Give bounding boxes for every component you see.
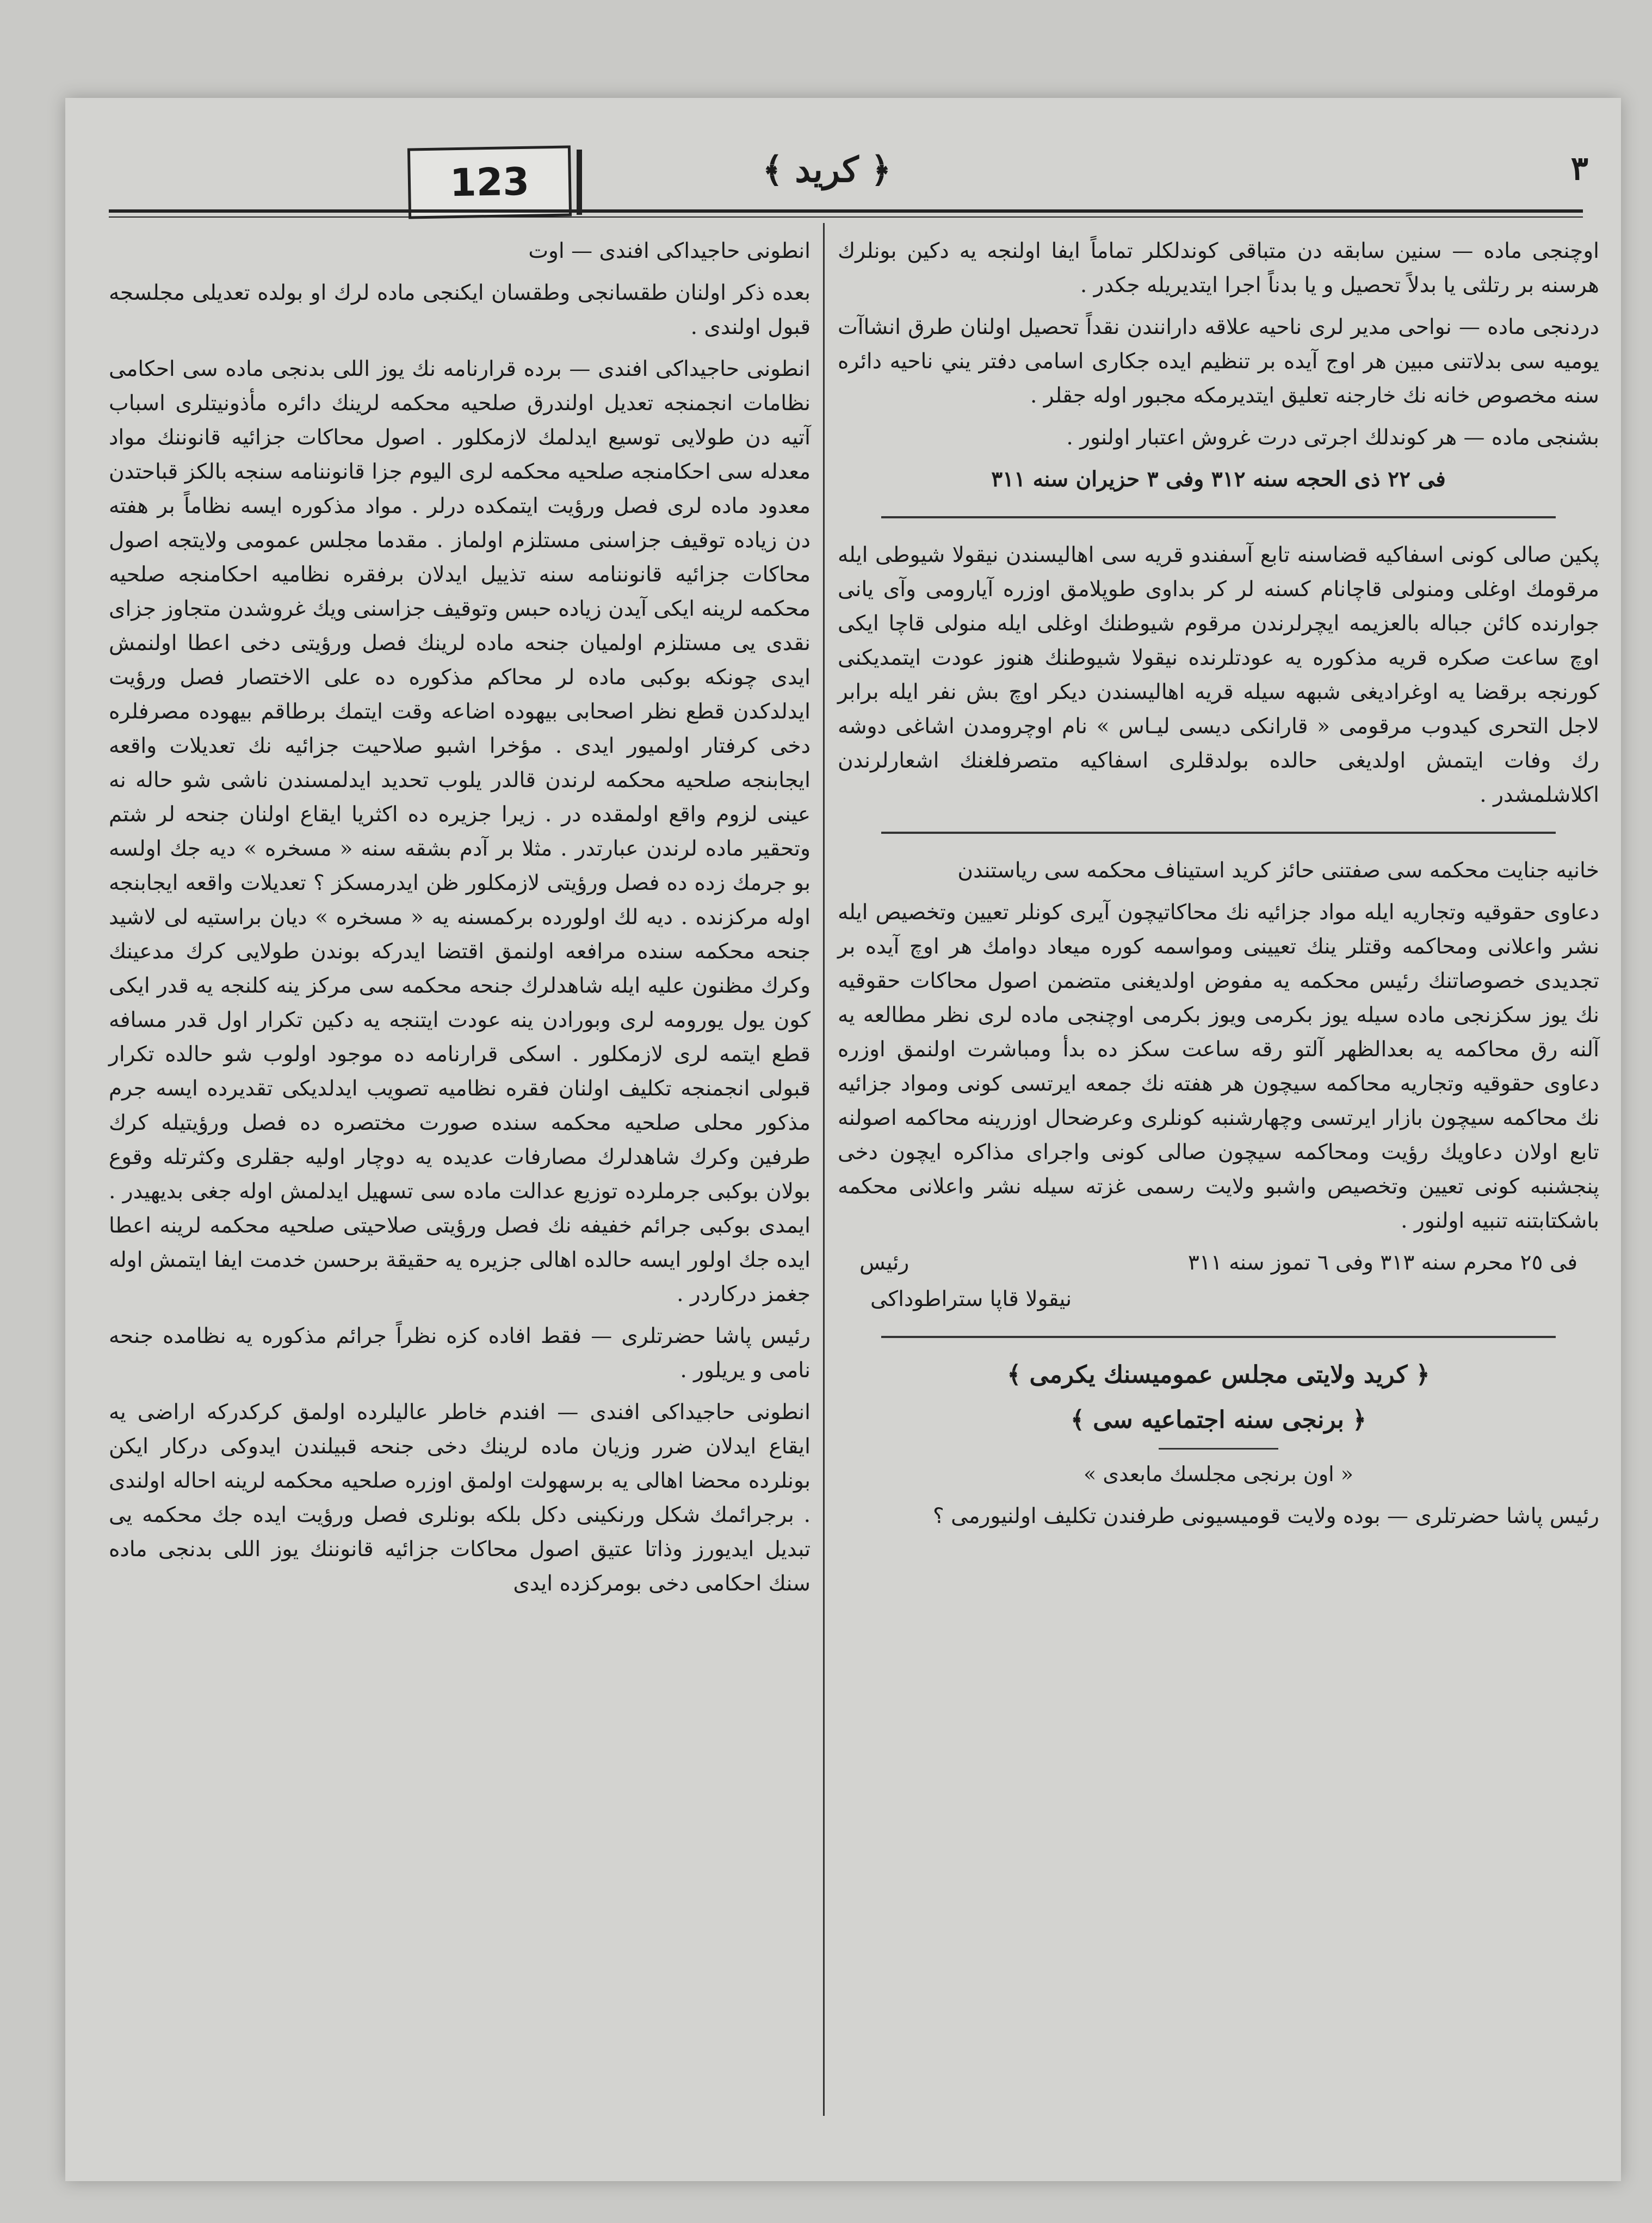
news-paragraph: پكين صالی كونی اسفاكيه قضاسنه تابع آسفندو قريه سی اهاليسندن نيقولا شيوطی ايله مرقومك اوغلی ومنولی قاچانام كسنه لر كر بداوی طوپلامق اوزره آيارومی وآی يانی جوارنده كائن جباله بالعزيمه ايچرلرندن مرقوم شيوطنك اوغلی ايله منولی قاچا ايكی اوچ ساعت صكره قريه مذكوره يه عودتلرنده نيقولا شيوطنك هنوز عودت ايتمديكنی كورنجه برقضا يه اوغراديغی شبهه سيله قريه اهاليسندن ديكر اوچ بش نفر ايله برابر لاجل التحری كيدوب مرقومی « قارانكی ديسی ليـاس » نام اوچرومدن اشاغی دوشه رك وفات ايتمش اولديغی حالده بولدقلری اسفاكيه متصرفلغنك اشعارلرندن اكلاشلمشدر . [838, 543, 1599, 807]
assembly-subheading: ﴿ برنجی سنه اجتماعيه سی ﴾ [1071, 1406, 1366, 1434]
assembly-heading: ﴿ كريد ولايتی مجلس عموميسنك يكرمی ﴾ [1007, 1361, 1430, 1389]
session-continuation-label: « اون برنجی مجلسك مابعدی » [1084, 1462, 1353, 1486]
article-paragraph: اوچنجی ماده — سنين سابقه دن متباقی كوندلكلر تماماً ايفا اولنجه يه دكين بونلرك هرسنه بر رتلثی يا بدلاً تحصيل و يا بدناً اجرا ايتديريله جكدر . [838, 239, 1599, 298]
dateline: فی ٢٢ ذی الحجه سنه ٣١٢ وفی ٣ حزيران سنه ٣١١ [991, 467, 1446, 492]
newspaper-page [65, 98, 1621, 2181]
article-paragraph: دردنجی ماده — نواحی مدير لری ناحيه علاقه دارانندن نقداً تحصيل اولنان طرق انشاآت يوميه سی بدلاتنی مبين هر اوج آيده بر تنظيم ايده جكاری اسامی دفتر يني ناحيه دائره سنه مخصوص خانه نك خارجنه تعليق ايتديرمكه مجبور اوله جقلر . [838, 315, 1599, 408]
article-paragraph: انطونی حاجيداكی افندی — افندم خاطر عاليلرده اولمق كركدركه اراضی يه ايقاع ايدلان ضرر وزيان ماده لرينك دخی جنحه قبيلندن ايدوكی دركار ايكن بونلرده محضا اهالی يه برسهولت اولمق اوزره صلحيه محكمه لرينه احاله اولندی . برجرائمك شكل ورنكينی دكل بلكه بونلری فصل ورؤيت ايده جك محكمه يی تبديل ايديورز وذاتا عتيق اصول محاكات جزائيه قانوننك يوز اللی بدنجی ماده سنك احكامی دخی بومركزده ايدی [109, 1400, 810, 1596]
article-paragraph: رئيس پاشا حضرتلری — فقط افاده كزه نظراً جرائم مذكوره يه نظامده جنحه نامی و يريلور . [109, 1324, 810, 1383]
header-rule [109, 209, 1583, 213]
section-separator [881, 516, 1556, 518]
section-separator [881, 1336, 1556, 1338]
masthead-title: ﴿ كريد ﴾ [762, 150, 892, 190]
signature-name: نيقولا قاپا ستراطوداكی [870, 1287, 1072, 1311]
header-rule-thin [109, 216, 1583, 218]
article-paragraph: انطونی حاجيداكی افندی — برده قرارنامه نك يوز اللی بدنجی ماده سی احكامی نظامات انجمنجه تعديل اولندرق صلحيه محكمه لرينك دائره مأذونيتلری اسباب آتيه دن طولايی توسيع ايدلمك لازمكلور . اصول محاكات جزائيه قانوننك مواد معدله سی احكامنجه صلحيه محكمه لری اليوم جزا قانوننامه سنجه بالكز قباحتدن معدود ماده لری فصل ورؤيت ايتمكده درلر . مواد مذكوره ايسه نظاماً بر هفته دن زياده توقيف جزاسنی مستلزم اولماز . مقدما مجلس عمومی ولايتجه اصول محاكات جزائيه قانوننامه سنه تذييل ايدلان برفقره نظاميه احكامنجه صلحيه محكمه لرينه ايكی آيدن زياده حبس وتوقيف جزاسنی ويك غروشدن متجاوز جزای نقدی يی مستلزم اولميان جنحه ماده لرينك فصل ورؤيتی دخی اعطا اولنمش ايدی چونكه بوكبی ماده لر محاكم مذكوره ده علی الاختصار فصل ورؤيت ايدلدكدن قطع نظر اصحابی بيهوده اضاعه وقت ايتمك برطاقم بيهوده مصرفلره دخی كرفتار اولميور ايدی . مؤخرا اشبو صلاحيت جزائيه نك تعديلات واقعه ايجابنجه صلحيه محكمه لرندن قالدر يلوب تحديد ايدلمسندن ناشی شو حاله نه عينی لزوم واقع اولمقده در . زيرا جزيره ده اكثريا ايقاع اولنان جنحه لر شتم وتحقير ماده لرندن عبارتدر . مثلا بر آدم بشقه سنه « مسخره » ديه جك اولسه بو جرمك زده ده فصل ورؤيتی لازمكلور ظن ايدرمسكز ؟ تعديلات واقعه ايجابنجه اوله مركزنده . ديه لك اولورده بركمسنه يه « مسخره » ديان براستيه لی لاشيد جنحه محكمه سنده مرافعه اولنمق اقتضا ايدركه بوندن طولايی كرك مدعينك وكرك مظنون عليه ايله شاهدلرك جنحه محكمه سی مركز ينه كلنجه يه قدر ايكی كون يول يورومه لری وبورادن ينه عودت ايتنجه يه دكين تكرار اول قدر مسافه قطع ايتمه لری لازمكلور . اسكی قرارنامه ده موجود اولوب شو حالده تكرار قبولی انجمنجه تكليف اولنان فقره نظاميه تصويب ايدلديكی تقديرده ايسه جرم مذكور محلی صلحيه محكمه سنده صورت مختصره ده فصل ورؤيتيله كرك طرفين وكرك شاهدلرك مصارفات عديده يه دوچار اوليه جقلری وكثرتله وقوع بولان بوكبی جرملرده توزيع عدالت ماده سی تسهيل ايدلمش اوله جغی بديهيدر . ايمدی بوكبی جرائم خفيفه نك فصل ورؤيتی صلاحيتی صلحيه محكمه لرينه اعطا ايده جك اولور ايسه حالده اهالی جزيره يه حقيقة برحسن خدمت ايفا ايتمش اوله جغمز دركاردر . [109, 357, 810, 1306]
short-rule [1159, 1448, 1278, 1450]
column-divider [823, 223, 825, 2116]
article-paragraph: انطونی حاجيداكی افندی — اوت [528, 239, 810, 263]
signature-title: رئيس [859, 1250, 909, 1275]
page-number: ٣ [1570, 150, 1588, 188]
signature-row [838, 1246, 1599, 1280]
section-separator [881, 832, 1556, 834]
page-stamp: 123 [407, 145, 572, 219]
article-paragraph: رئيس پاشا حضرتلری — بوده ولايت قوميسيونی طرفندن تكليف اولنيورمی ؟ [933, 1504, 1599, 1528]
left-column [109, 234, 810, 1608]
stamp-bar [577, 150, 582, 215]
article-paragraph: بشنجی ماده — هر كوندلك اجرتی درت غروش اعتبار اولنور . [1066, 425, 1599, 450]
court-announcement-heading: خانيه جنايت محكمه سی صفتنی حائز كريد استيناف محكمه سی رياستندن [957, 858, 1599, 883]
right-column [838, 234, 1599, 1541]
article-paragraph: بعده ذكر اولنان طقسانجی وطقسان ايكنجی ماده لرك او بولده تعديلی مجلسجه قبول اولندی . [109, 281, 810, 339]
dateline: فی ٢٥ محرم سنه ٣١٣ وفی ٦ تموز سنه ٣١١ [1187, 1250, 1577, 1275]
court-announcement-body: دعاوی حقوقيه وتجاريه ايله مواد جزائيه نك محاكاتيچون آيری كونلر تعيين وتخصيص ايله نشر واعلانی ومحاكمه وقتلر ينك تعيينی ومواسمه كوره ميعاد دوامك هر اوچ آيده بر تجديدی خصوصاتنك رئيس محكمه يه مفوض اولديغنی متضمن اصول محاكات حقوقيه نك يوز سكزنجی ماده سيله يوز بكرمی ويوز بكرمی اوچنجی ماده لری نظر مطالعه يه آلنه رق محاكمه يه بعدالظهر آلتو رقه ساعت سكز ده بدأ ومباشرت اولنمق اوزره دعاوی حقوقيه وتجاريه محاكمه سيچون هر هفته نك جمعه ايرتسی كونی ومواد جزائيه نك محاكمه سيچون بازار ايرتسی وچهارشنبه كونلری وعرضحال اوزرينه محاكمه اصولنه تابع اولان دعاويك رؤيت ومحاكمه سيچون صالی كونی واجرای مذاكره ايچون دخی پنجشنبه كونی تعيين وتخصيص واشبو ولايت رسمی غزته سيله نشر واعلانی محكمه باشكتابتنه تنبيه اولنور . [838, 900, 1599, 1233]
